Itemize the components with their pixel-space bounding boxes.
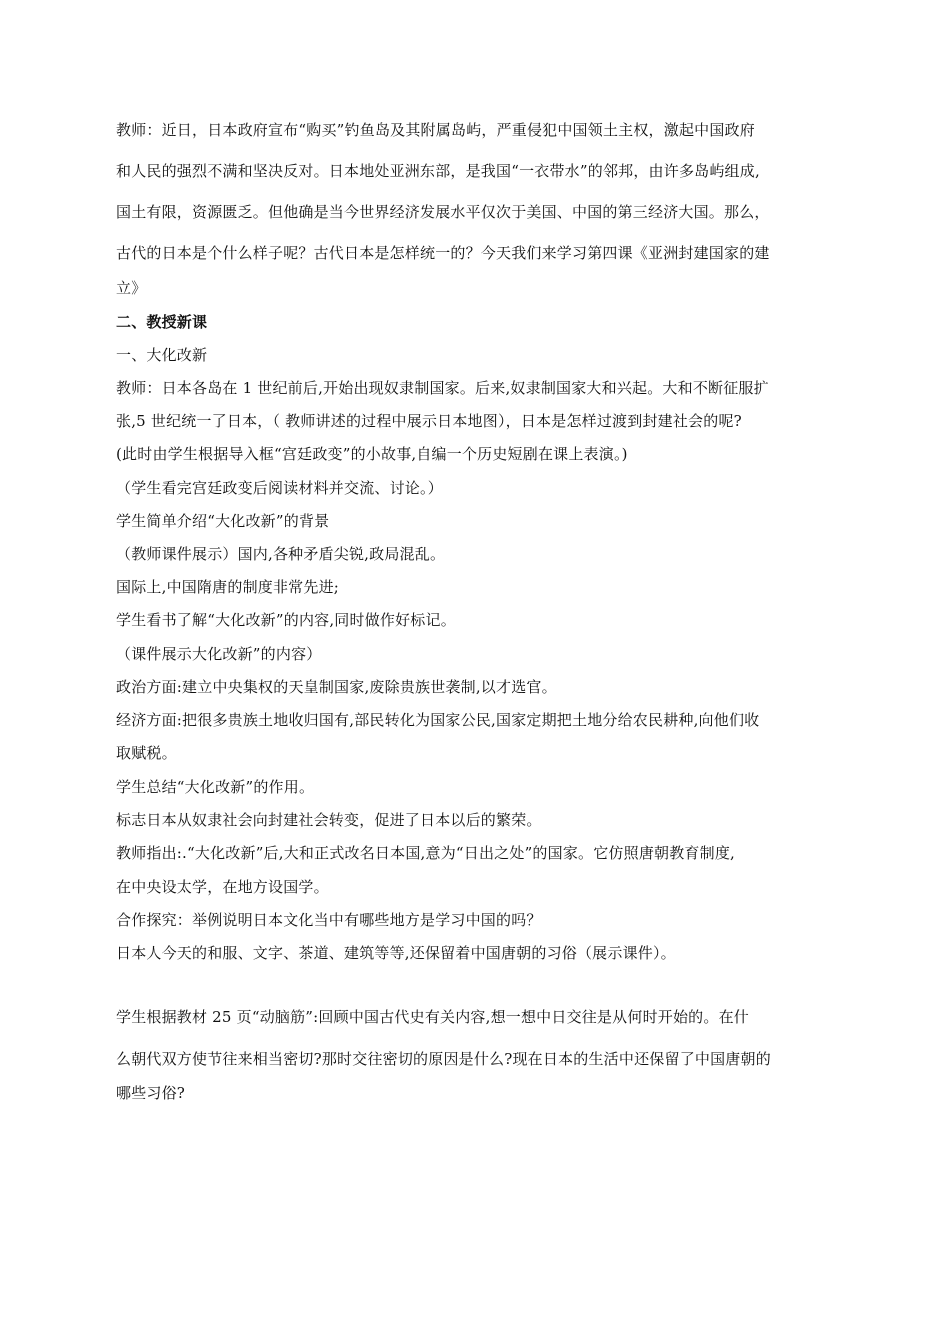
paragraph-line: 么朝代双方使节往来相当密切?那时交往密切的原因是什么?现在日本的生活中还保留了中国唐朝的 [116,1050,771,1068]
paragraph-line: 张,5 世纪统一了日本，（ 教师讲述的过程中展示日本地图），日本是怎样过渡到封建社会的呢? [116,412,742,430]
paragraph-line: 学生看书了解“大化改新”的内容,同时做作好标记。 [116,611,456,629]
section-heading: 二、教授新课 [116,313,208,331]
subsection-heading: 一、大化改新 [116,346,208,364]
intro-line-4: 古代的日本是个什么样子呢？古代日本是怎样统一的？今天我们来学习第四课《亚洲封建国家的建 [116,244,770,262]
paragraph-line: 日本人今天的和服、文字、茶道、建筑等等,还保留着中国唐朝的习俗（展示课件）。 [116,944,676,962]
paragraph-line: （学生看完宫廷政变后阅读材料并交流、讨论。） [116,479,443,497]
paragraph-line: 学生简单介绍“大化改新”的背景 [116,512,330,530]
paragraph-line: （教师课件展示）国内,各种矛盾尖锐,政局混乱。 [116,545,446,563]
paragraph-line: 经济方面:把很多贵族土地收归国有,部民转化为国家公民,国家定期把土地分给农民耕种,向他们收 [116,711,760,729]
intro-line-5: 立》 [116,279,147,297]
paragraph-line: 标志日本从奴隶社会向封建社会转变，促进了日本以后的繁荣。 [116,811,542,829]
paragraph-line: (此时由学生根据导入框“宫廷政变”的小故事,自编一个历史短剧在课上表演。) [116,445,628,463]
paragraph-line: 哪些习俗? [116,1084,186,1102]
paragraph-line: 政治方面:建立中央集权的天皇制国家,废除贵族世袭制,以才选官。 [116,678,557,696]
intro-line-2: 和人民的强烈不满和坚决反对。日本地处亚洲东部，是我国“一衣带水”的邻邦，由许多岛屿组成, [116,162,760,180]
paragraph-line: 合作探究：举例说明日本文化当中有哪些地方是学习中国的吗？ [116,911,542,929]
paragraph-line: 教师指出:.“大化改新”后,大和正式改名日本国,意为“日出之处”的国家。它仿照唐朝教育制度, [116,844,736,862]
paragraph-line: （课件展示大化改新”的内容） [116,645,322,663]
paragraph-line: 学生总结“大化改新”的作用。 [116,778,315,796]
paragraph-line: 教师：日本各岛在 1 世纪前后,开始出现奴隶制国家。后来,奴隶制国家大和兴起。大和不断征服扩 [116,379,769,397]
paragraph-line: 国际上,中国隋唐的制度非常先进; [116,578,340,596]
intro-line-3: 国土有限，资源匮乏。但他确是当今世界经济发展水平仅次于美国、中国的第三经济大国。那么， [116,203,770,221]
paragraph-line: 取赋税。 [116,744,177,762]
intro-line-1: 教师：近日，日本政府宣布“购买”钓鱼岛及其附属岛屿，严重侵犯中国领土主权，激起中国政府 [116,121,755,139]
paragraph-line: 学生根据教材 25 页“动脑筋”:回顾中国古代史有关内容,想一想中日交往是从何时开始的。在什 [116,1008,749,1026]
paragraph-line: 在中央设太学，在地方设国学。 [116,878,329,896]
